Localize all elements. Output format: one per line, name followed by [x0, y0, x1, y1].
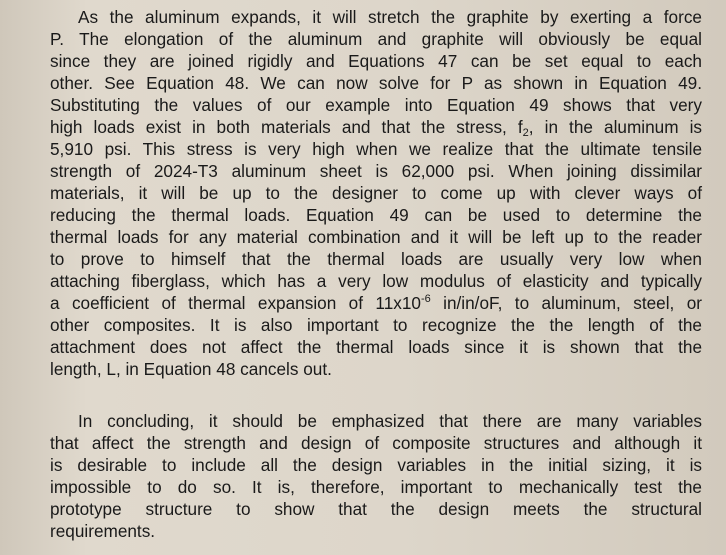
text-line: P. The elongation of the aluminum and graphite will obviously be equal	[50, 29, 702, 49]
text-line: other. See Equation 48. We can now solve for P as shown in Equation 49.	[50, 73, 702, 93]
text-line: since they are joined rigidly and Equations 47 can be set equal to each	[50, 51, 702, 71]
text-line: attaching fiberglass, which has a very low modulus of elasticity and typically	[50, 271, 702, 291]
text-line: is desirable to include all the design variables in the initial sizing, it is	[50, 455, 702, 475]
text-line: materials, it will be up to the designer to come up with clever ways of	[50, 183, 702, 203]
text-line	[50, 116, 702, 138]
text-line: reducing the thermal loads. Equation 49 can be used to determine the	[50, 205, 702, 225]
text-line: attachment does not affect the thermal loads since it is shown that the	[50, 337, 702, 357]
text-fragment: high loads exist in both materials and that the stress, f	[50, 117, 523, 137]
text-line	[50, 292, 702, 314]
subscript: 2	[522, 127, 529, 139]
text-line: In concluding, it should be emphasized that there are many variables	[78, 411, 702, 431]
superscript: -6	[420, 293, 431, 305]
text-line: other composites. It is also important to recognize the the length of the	[50, 315, 702, 335]
text-line: requirements.	[50, 521, 156, 541]
text-line: strength of 2024-T3 aluminum sheet is 62,000 psi. When joining dissimilar	[50, 161, 702, 181]
text-fragment: in/in/oF, to aluminum, steel, or	[430, 293, 702, 313]
text-fragment: , in the aluminum is	[528, 117, 702, 137]
paragraph-thermal-loads	[50, 6, 702, 380]
text-line: thermal loads for any material combination and it will be left up to the reader	[50, 227, 702, 247]
text-line: 5,910 psi. This stress is very high when we realize that the ultimate tensile	[50, 139, 702, 159]
text-line: length, L, in Equation 48 cancels out.	[50, 359, 332, 379]
text-line: that affect the strength and design of composite structures and although it	[50, 433, 702, 453]
text-line: impossible to do so. It is, therefore, important to mechanically test the	[50, 477, 702, 497]
text-line: Substituting the values of our example into Equation 49 shows that very	[50, 95, 702, 115]
text-fragment: a coefficient of thermal expansion of 11x10	[50, 293, 421, 313]
text-line: prototype structure to show that the design meets the structural	[50, 499, 702, 519]
paragraph-conclusion	[50, 410, 702, 542]
text-line: to prove to himself that the thermal loads are usually very low when	[50, 249, 702, 269]
text-line: As the aluminum expands, it will stretch the graphite by exerting a force	[78, 7, 702, 27]
